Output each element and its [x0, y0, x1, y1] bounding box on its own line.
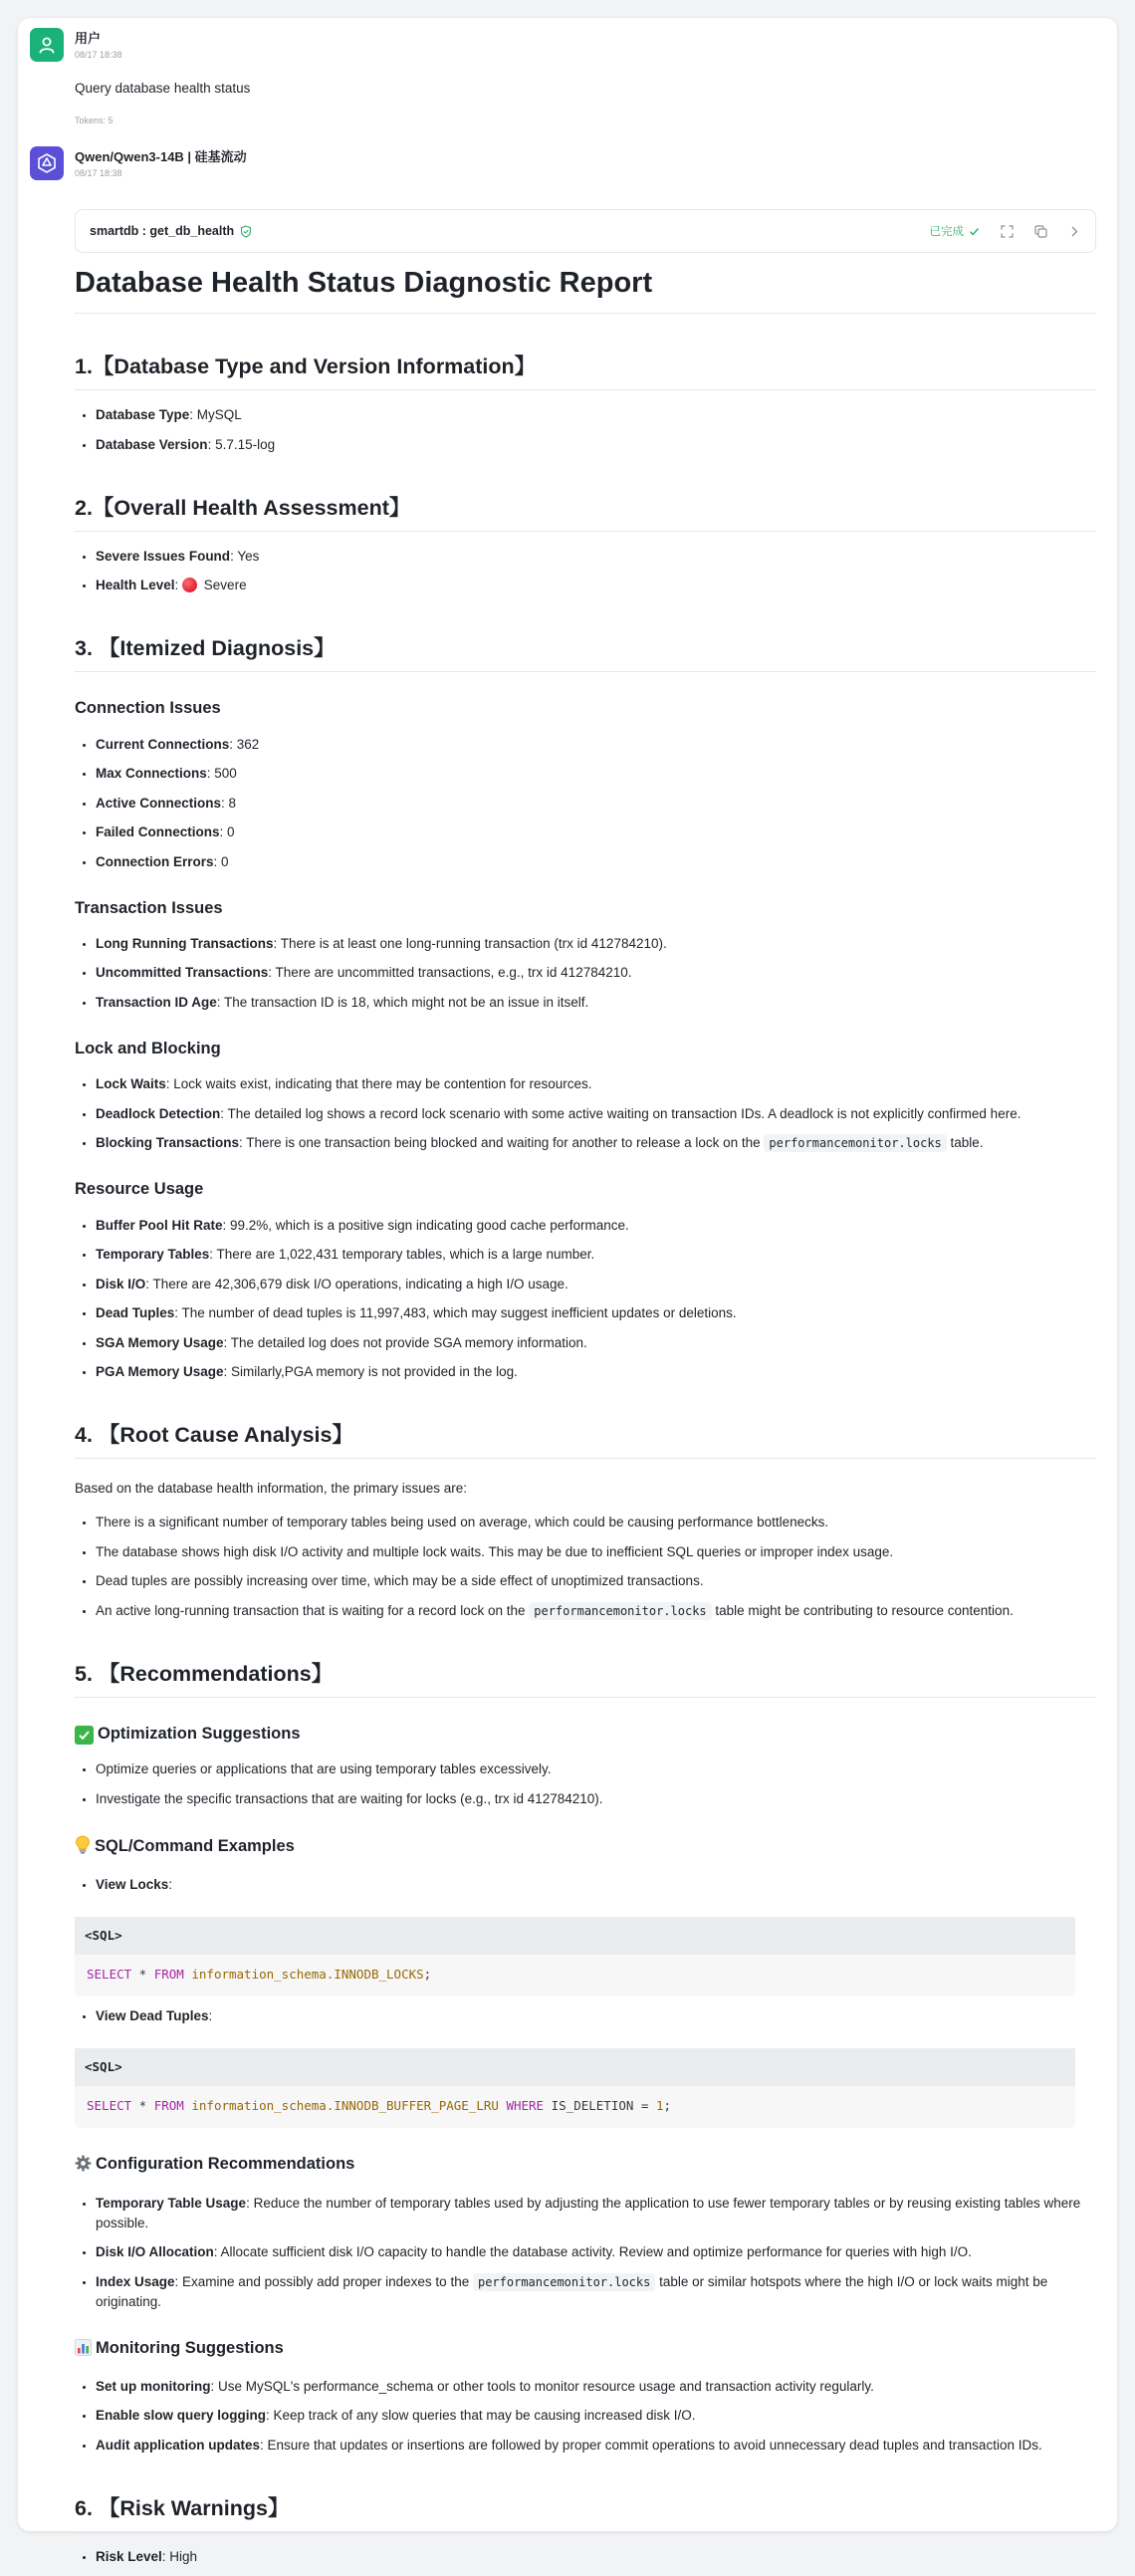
- list-item: • Current Connections: 362: [96, 735, 1096, 755]
- resource-usage-list: [75, 1216, 1096, 1383]
- check-icon: [969, 226, 980, 237]
- list-item: • Database Version: 5.7.15-log: [96, 435, 1096, 455]
- list-item: • Risk Level: High: [96, 2547, 1096, 2567]
- section-4-heading: 4. 【Root Cause Analysis】: [75, 1422, 1096, 1459]
- list-item: • Deadlock Detection: The detailed log shows a record lock scenario with some active waiting on transaction IDs. A deadlock is not explicitly confirmed here.: [96, 1104, 1096, 1124]
- list-item: • Temporary Table Usage: Reduce the number of temporary tables used by adjusting the application to use fewer temporary tables or by reusing existing tables where possible.: [96, 2194, 1096, 2233]
- model-logo-icon: [36, 152, 58, 174]
- list-item: • Blocking Transactions: There is one transaction being blocked and waiting for another to release a lock on the performancemonitor.locks table.: [96, 1133, 1096, 1153]
- list-item: • Dead tuples are possibly increasing over time, which may be a side effect of unoptimized transactions.: [96, 1571, 1096, 1591]
- code-language-label: <SQL>: [75, 2048, 1075, 2086]
- gear-icon: [75, 2155, 92, 2178]
- list-item: • View Locks: <SQL> SELECT * FROM information_schema.INNODB_LOCKS;: [96, 1875, 1096, 1996]
- list-item: • Max Connections: 500: [96, 764, 1096, 784]
- list-item: • Active Connections: 8: [96, 794, 1096, 814]
- configuration-heading: Configuration Recommendations: [75, 2154, 1096, 2178]
- list-item: • Disk I/O Allocation: Allocate sufficient disk I/O capacity to handle the database activity. Review and optimize performance for queries with high I/O.: [96, 2242, 1096, 2262]
- code-content: SELECT * FROM information_schema.INNODB_LOCKS;: [87, 1967, 432, 1983]
- list-item: • Optimize queries or applications that are using temporary tables excessively.: [96, 1759, 1096, 1779]
- tool-call-name: smartdb : get_db_health: [90, 224, 235, 238]
- list-item: • Index Usage: Examine and possibly add proper indexes to the performancemonitor.locks table or similar hotspots where the high I/O or lock waits might be originating.: [96, 2272, 1096, 2312]
- bar-chart-icon: [75, 2339, 92, 2362]
- list-item: • Audit application updates: Ensure that updates or insertions are followed by proper commit operations to avoid unnecessary dead tuples and transaction IDs.: [96, 2436, 1096, 2456]
- section-6-heading: 6. 【Risk Warnings】: [75, 2495, 1096, 2532]
- section-3-heading: 3. 【Itemized Diagnosis】: [75, 635, 1096, 672]
- list-item: • Buffer Pool Hit Rate: 99.2%, which is a positive sign indicating good cache performance.: [96, 1216, 1096, 1236]
- report-title: Database Health Status Diagnostic Report: [75, 265, 1096, 314]
- tool-call-box[interactable]: [75, 209, 1096, 253]
- lightbulb-icon: [75, 1835, 91, 1860]
- list-item: • The database shows high disk I/O activity and multiple lock waits. This may be due to inefficient SQL queries or improper index usage.: [96, 1542, 1096, 1562]
- assistant-message-time: 08/17 18:38: [75, 168, 122, 178]
- list-item: • Disk I/O: There are 42,306,679 disk I/O operations, indicating a high I/O usage.: [96, 1275, 1096, 1294]
- list-item: • PGA Memory Usage: Similarly,PGA memory is not provided in the log.: [96, 1362, 1096, 1382]
- code-language-label: <SQL>: [75, 1917, 1075, 1955]
- list-item: • Dead Tuples: The number of dead tuples is 11,997,483, which may suggest inefficient updates or deletions.: [96, 1303, 1096, 1323]
- monitoring-list: [75, 2377, 1096, 2456]
- copy-icon[interactable]: [1033, 224, 1047, 238]
- list-item: • Transaction ID Age: The transaction ID is 18, which might not be an issue in itself.: [96, 993, 1096, 1013]
- inline-code: performancemonitor.locks: [473, 2273, 655, 2291]
- user-icon: [37, 35, 57, 55]
- list-item: • Severe Issues Found: Yes: [96, 547, 1096, 567]
- list-item: • View Dead Tuples: <SQL> SELECT * FROM information_schema.INNODB_BUFFER_PAGE_LRU WHERE IS_DELETION = 1;: [96, 2006, 1096, 2128]
- code-content: SELECT * FROM information_schema.INNODB_BUFFER_PAGE_LRU WHERE IS_DELETION = 1;: [87, 2098, 672, 2114]
- resource-usage-heading: Resource Usage: [75, 1180, 204, 1199]
- monitoring-heading: Monitoring Suggestions: [75, 2338, 1096, 2362]
- list-item: • Set up monitoring: Use MySQL's performance_schema or other tools to monitor resource usage and transaction activity regularly.: [96, 2377, 1096, 2397]
- connection-issues-list: [75, 735, 1096, 872]
- list-item: • SGA Memory Usage: The detailed log does not provide SGA memory information.: [96, 1333, 1096, 1353]
- lock-blocking-list: [75, 1074, 1096, 1153]
- list-item: • Database Type: MySQL: [96, 405, 1096, 425]
- inline-code: performancemonitor.locks: [529, 1602, 711, 1620]
- user-query-text: Query database health status: [75, 81, 251, 96]
- section-1-heading: 1.【Database Type and Version Information】: [75, 353, 1096, 390]
- list-item: • There is a significant number of temporary tables being used on average, which could be causing performance bottlenecks.: [96, 1513, 1096, 1532]
- list-item: • Temporary Tables: There are 1,022,431 temporary tables, which is a large number.: [96, 1245, 1096, 1265]
- optimization-heading: Optimization Suggestions: [75, 1724, 1096, 1745]
- section-5-heading: 5. 【Recommendations】: [75, 1661, 1096, 1698]
- risk-warnings-list: [75, 2547, 1096, 2567]
- connection-issues-heading: Connection Issues: [75, 699, 221, 718]
- root-cause-list: [75, 1513, 1096, 1621]
- section-2-list: [75, 547, 1096, 596]
- inline-code: performancemonitor.locks: [764, 1134, 946, 1152]
- user-name: 用户: [75, 31, 102, 46]
- section-1-list: [75, 405, 1096, 455]
- list-item: • Investigate the specific transactions that are waiting for locks (e.g., trx id 412784210).: [96, 1789, 1096, 1809]
- list-item: • Long Running Transactions: There is at least one long-running transaction (trx id 412784210).: [96, 934, 1096, 954]
- section-2-heading: 2.【Overall Health Assessment】: [75, 495, 1096, 532]
- list-item: • An active long-running transaction that is waiting for a record lock on the performancemonitor.locks table might be contributing to resource contention.: [96, 1601, 1096, 1621]
- expand-icon[interactable]: [1000, 224, 1014, 238]
- sql-code-block-dead-tuples[interactable]: [75, 2048, 1075, 2128]
- list-item: • Health Level: Severe: [96, 576, 1096, 595]
- red-circle-icon: [182, 578, 197, 592]
- list-item: • Lock Waits: Lock waits exist, indicating that there may be contention for resources.: [96, 1074, 1096, 1094]
- optimization-list: [75, 1759, 1096, 1809]
- assistant-model-name: Qwen/Qwen3-14B | 硅基流动: [75, 149, 247, 164]
- transaction-issues-heading: Transaction Issues: [75, 898, 223, 917]
- list-item: • Uncommitted Transactions: There are uncommitted transactions, e.g., trx id 412784210.: [96, 963, 1096, 983]
- transaction-issues-list: [75, 934, 1096, 1013]
- chevron-right-icon[interactable]: [1067, 224, 1081, 238]
- report-content: [75, 265, 1096, 2576]
- token-count: Tokens: 5: [75, 116, 114, 125]
- list-item: • Connection Errors: 0: [96, 852, 1096, 872]
- sql-code-block-locks[interactable]: [75, 1917, 1075, 1996]
- configuration-list: [75, 2194, 1096, 2312]
- user-avatar: [30, 28, 64, 62]
- list-item: • Failed Connections: 0: [96, 822, 1096, 842]
- assistant-avatar: [30, 146, 64, 180]
- chat-panel: [18, 18, 1117, 2564]
- lock-blocking-heading: Lock and Blocking: [75, 1039, 221, 1057]
- sql-examples-heading: SQL/Command Examples: [75, 1835, 1096, 1860]
- tool-status: [930, 223, 981, 239]
- tool-status-label: 已完成: [929, 226, 964, 238]
- shield-check-icon: [240, 225, 252, 238]
- user-message-time: 08/17 18:38: [75, 50, 122, 60]
- root-cause-intro: Based on the database health information, the primary issues are:: [75, 1481, 467, 1497]
- check-mark-icon: [75, 1726, 94, 1745]
- list-item: • Enable slow query logging: Keep track of any slow queries that may be causing increased disk I/O.: [96, 2406, 1096, 2426]
- sql-examples-list: [75, 1875, 1096, 2128]
